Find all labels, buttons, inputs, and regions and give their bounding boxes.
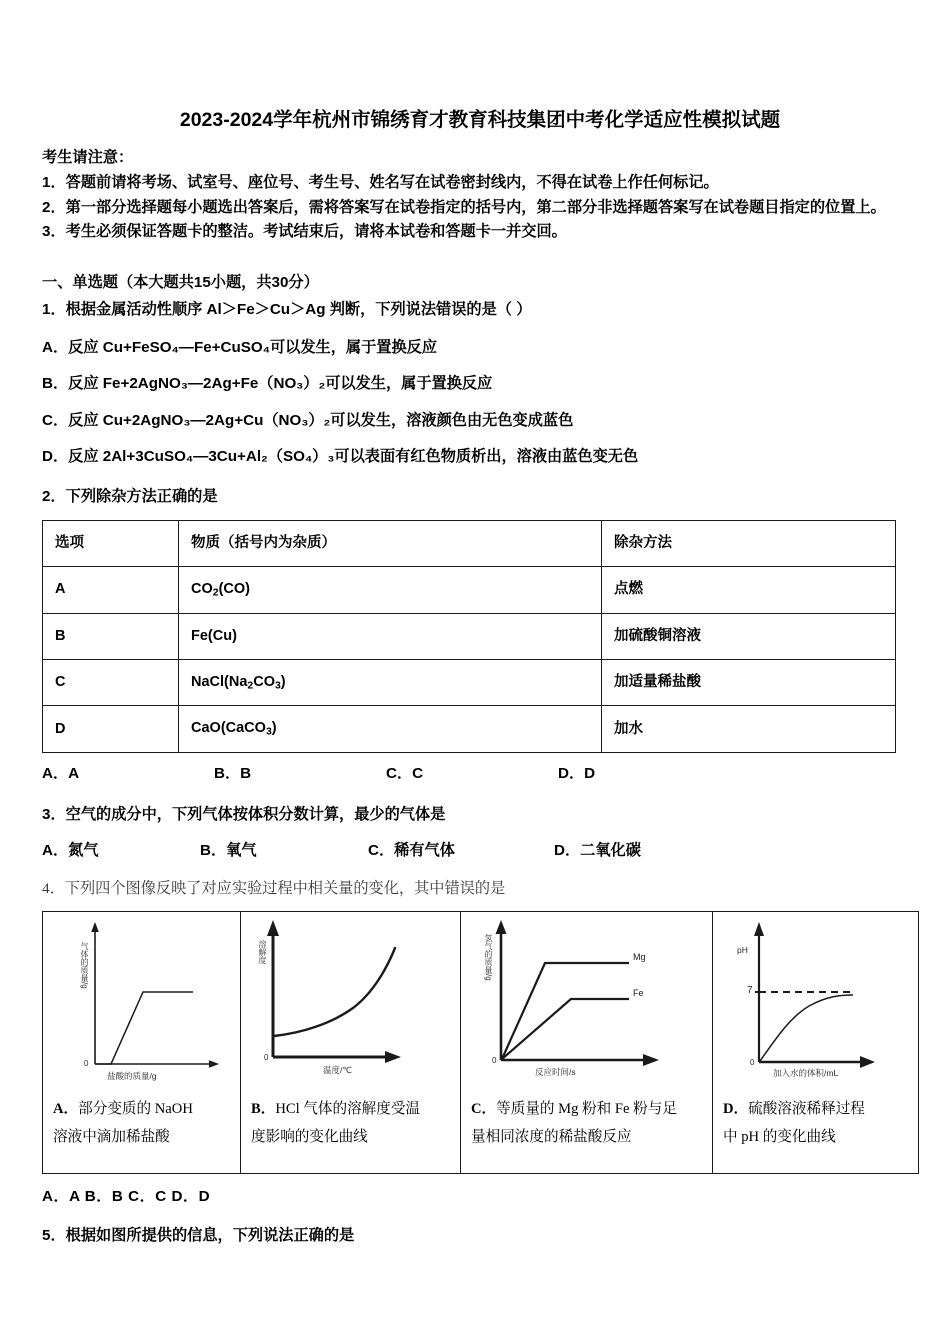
table-header-substance: 物质（括号内为杂质） [179, 521, 602, 567]
impurity-removal-table [42, 520, 896, 753]
notice-line-3: 3．考生必须保证答题卡的整洁。考试结束后，请将本试卷和答题卡一并交回。 [42, 223, 567, 241]
candidate-notice-block [42, 146, 918, 245]
table-header-method: 除杂方法 [602, 521, 896, 567]
question-5-stem [42, 1224, 918, 1248]
row-b-substance: Fe(Cu) [179, 613, 602, 659]
figure-a-caption-line2: 溶液中滴加稀盐酸 [53, 1129, 170, 1146]
question-2-choice-b[interactable]: B．B [214, 765, 252, 783]
question-5-text: 根据如图所提供的信息，下列说法正确的是 [65, 1226, 355, 1244]
figure-cell-b [241, 911, 461, 1173]
figure-d-caption-line2: 中 pH 的变化曲线 [723, 1129, 836, 1146]
row-b-method: 加硫酸铜溶液 [602, 613, 896, 659]
question-5-number: 5． [42, 1226, 66, 1244]
question-2-text: 下列除杂方法正确的是 [65, 487, 218, 505]
row-d-option: D [43, 706, 179, 753]
figure-b-plot [241, 912, 460, 1084]
table-header-option: 选项 [43, 521, 179, 567]
figure-b-svg [241, 912, 460, 1084]
figure-a-caption [43, 1084, 240, 1173]
figure-b-x-axis-label: 温度/℃ [323, 1064, 352, 1075]
question-2-number: 2． [42, 487, 66, 505]
question-3-choice-b[interactable]: B．氧气 [200, 841, 257, 859]
figure-row [43, 911, 919, 1173]
table-row [43, 613, 896, 659]
figure-c-plot [461, 912, 712, 1084]
figure-a-origin-label: 0 [84, 1058, 89, 1068]
figure-d-origin-label: 0 [750, 1057, 755, 1067]
figure-d-caption-prefix: D． [723, 1100, 749, 1117]
question-4-text: 下列四个图像反映了对应实验过程中相关量的变化，其中错误的是 [64, 879, 506, 897]
question-3-choices [42, 839, 918, 860]
table-row [43, 566, 896, 613]
figure-b-caption-line1: HCl 气体的溶解度受温 [275, 1100, 421, 1117]
figure-d-gridline-value: 7 [747, 984, 753, 996]
question-1-option-b[interactable]: B．反应 Fe+2AgNO₃—2Ag+Fe（NO₃）₂可以发生，属于置换反应 [42, 375, 493, 393]
row-c-method: 加适量稀盐酸 [602, 659, 896, 706]
figure-a-svg [43, 912, 240, 1084]
figure-b-y-axis-label: 溶解度 [258, 939, 267, 964]
figure-c-caption-line2: 量相同浓度的稀盐酸反应 [471, 1129, 632, 1146]
row-b-option: B [43, 613, 179, 659]
row-a-substance: $CO_2(CO)$ [179, 566, 602, 613]
figure-b-caption [241, 1084, 460, 1173]
row-d-substance: CaO(CaCO$_3$) [179, 706, 602, 753]
question-3-choice-c[interactable]: C．稀有气体 [368, 841, 455, 859]
row-a-method: 点燃 [602, 566, 896, 613]
question-3-stem [42, 803, 918, 827]
figure-b-caption-line2: 度影响的变化曲线 [251, 1129, 368, 1146]
table-row [43, 706, 896, 753]
figure-d-caption [713, 1084, 918, 1173]
table-header-row [43, 521, 896, 567]
figure-c-series-label-mg: Mg [633, 951, 646, 962]
figure-c-caption [461, 1084, 712, 1173]
question-3-choice-d[interactable]: D．二氧化碳 [554, 841, 641, 859]
figure-c-series-label-fe: Fe [633, 987, 644, 998]
row-d-method: 加水 [602, 706, 896, 753]
figure-d-x-axis-label: 加入水的体积/mL [773, 1067, 839, 1078]
question-3-text: 空气的成分中，下列气体按体积分数计算，最少的气体是 [65, 806, 446, 824]
question-1-text: 根据金属活动性顺序 Al＞Fe＞Cu＞Ag 判断，下列说法错误的是（ ） [65, 301, 532, 319]
figure-d-y-axis-label: pH [737, 944, 748, 955]
figure-a-plot [43, 912, 240, 1084]
row-c-option: C [43, 659, 179, 706]
question-4-figure-table [42, 911, 919, 1174]
page-title: 2023-2024学年杭州市锦绣育才教育科技集团中考化学适应性模拟试题 [179, 109, 781, 131]
figure-cell-c [461, 911, 713, 1173]
figure-a-x-axis-label: 盐酸的质量/g [107, 1070, 157, 1081]
figure-c-caption-prefix: C． [471, 1100, 497, 1117]
figure-c-svg [461, 912, 712, 1084]
question-2-stem [42, 485, 918, 509]
question-3-number: 3． [42, 806, 66, 824]
figure-b-caption-prefix: B． [251, 1100, 276, 1117]
figure-c-y-axis-label: 氢气的质量/g [484, 933, 493, 981]
figure-cell-d [713, 911, 919, 1173]
question-4-number: 4． [42, 879, 65, 897]
question-1-number: 1． [42, 301, 66, 319]
figure-a-caption-prefix: A． [53, 1100, 79, 1117]
question-1-option-a[interactable]: A．反应 Cu+FeSO₄—Fe+CuSO₄可以发生，属于置换反应 [42, 338, 438, 356]
figure-cell-a [43, 911, 241, 1173]
figure-a-caption-line1: 部分变质的 NaOH [78, 1100, 193, 1117]
notice-line-2: 2．第一部分选择题每小题选出答案后，需将答案写在试卷指定的括号内，第二部分非选择题答案写在试卷题目指定的位置上。 [42, 198, 886, 216]
question-4-stem [42, 877, 918, 901]
section-heading-single-choice: 一、单选题（本大题共15小题，共30分） [42, 273, 319, 291]
figure-d-svg [713, 912, 918, 1084]
question-2-choice-c[interactable]: C．C [386, 765, 424, 783]
row-c-substance: $NaCl(Na_2CO_3)$ [179, 659, 602, 706]
figure-c-x-axis-label: 反应时间/s [535, 1066, 576, 1077]
question-1-option-d[interactable]: D．反应 2Al+3CuSO₄—3Cu+Al₂（SO₄）₃可以表面有红色物质析出，溶液由蓝色变无色 [42, 448, 639, 466]
row-a-option: A [43, 566, 179, 613]
question-2-choices [42, 762, 918, 783]
figure-c-origin-label: 0 [492, 1055, 497, 1065]
figure-c-caption-line1: 等质量的 Mg 粉和 Fe 粉与足 [496, 1100, 677, 1117]
table-row [43, 659, 896, 706]
notice-line-1: 1．答题前请将考场、试室号、座位号、考生号、姓名写在试卷密封线内，不得在试卷上作任何标记。 [42, 174, 719, 191]
question-1-option-c[interactable]: C．反应 Cu+2AgNO₃—2Ag+Cu（NO₃）₂可以发生，溶液颜色由无色变成蓝色 [42, 411, 574, 429]
page-content [42, 0, 918, 1248]
question-2-choice-d[interactable]: D．D [558, 765, 596, 783]
notice-heading: 考生请注意： [42, 149, 134, 167]
question-1-stem [42, 298, 918, 322]
figure-d-plot [713, 912, 918, 1084]
figure-d-caption-line1: 硫酸溶液稀释过程 [748, 1100, 865, 1117]
question-2-choice-a[interactable]: A．A [42, 765, 80, 783]
figure-b-origin-label: 0 [264, 1052, 269, 1062]
figure-a-y-axis-label: 气体的质量/g [80, 941, 89, 989]
question-3-choice-a[interactable]: A．氮气 [42, 841, 99, 859]
question-4-answer-line[interactable]: A．A B．B C．C D．D [42, 1187, 211, 1205]
